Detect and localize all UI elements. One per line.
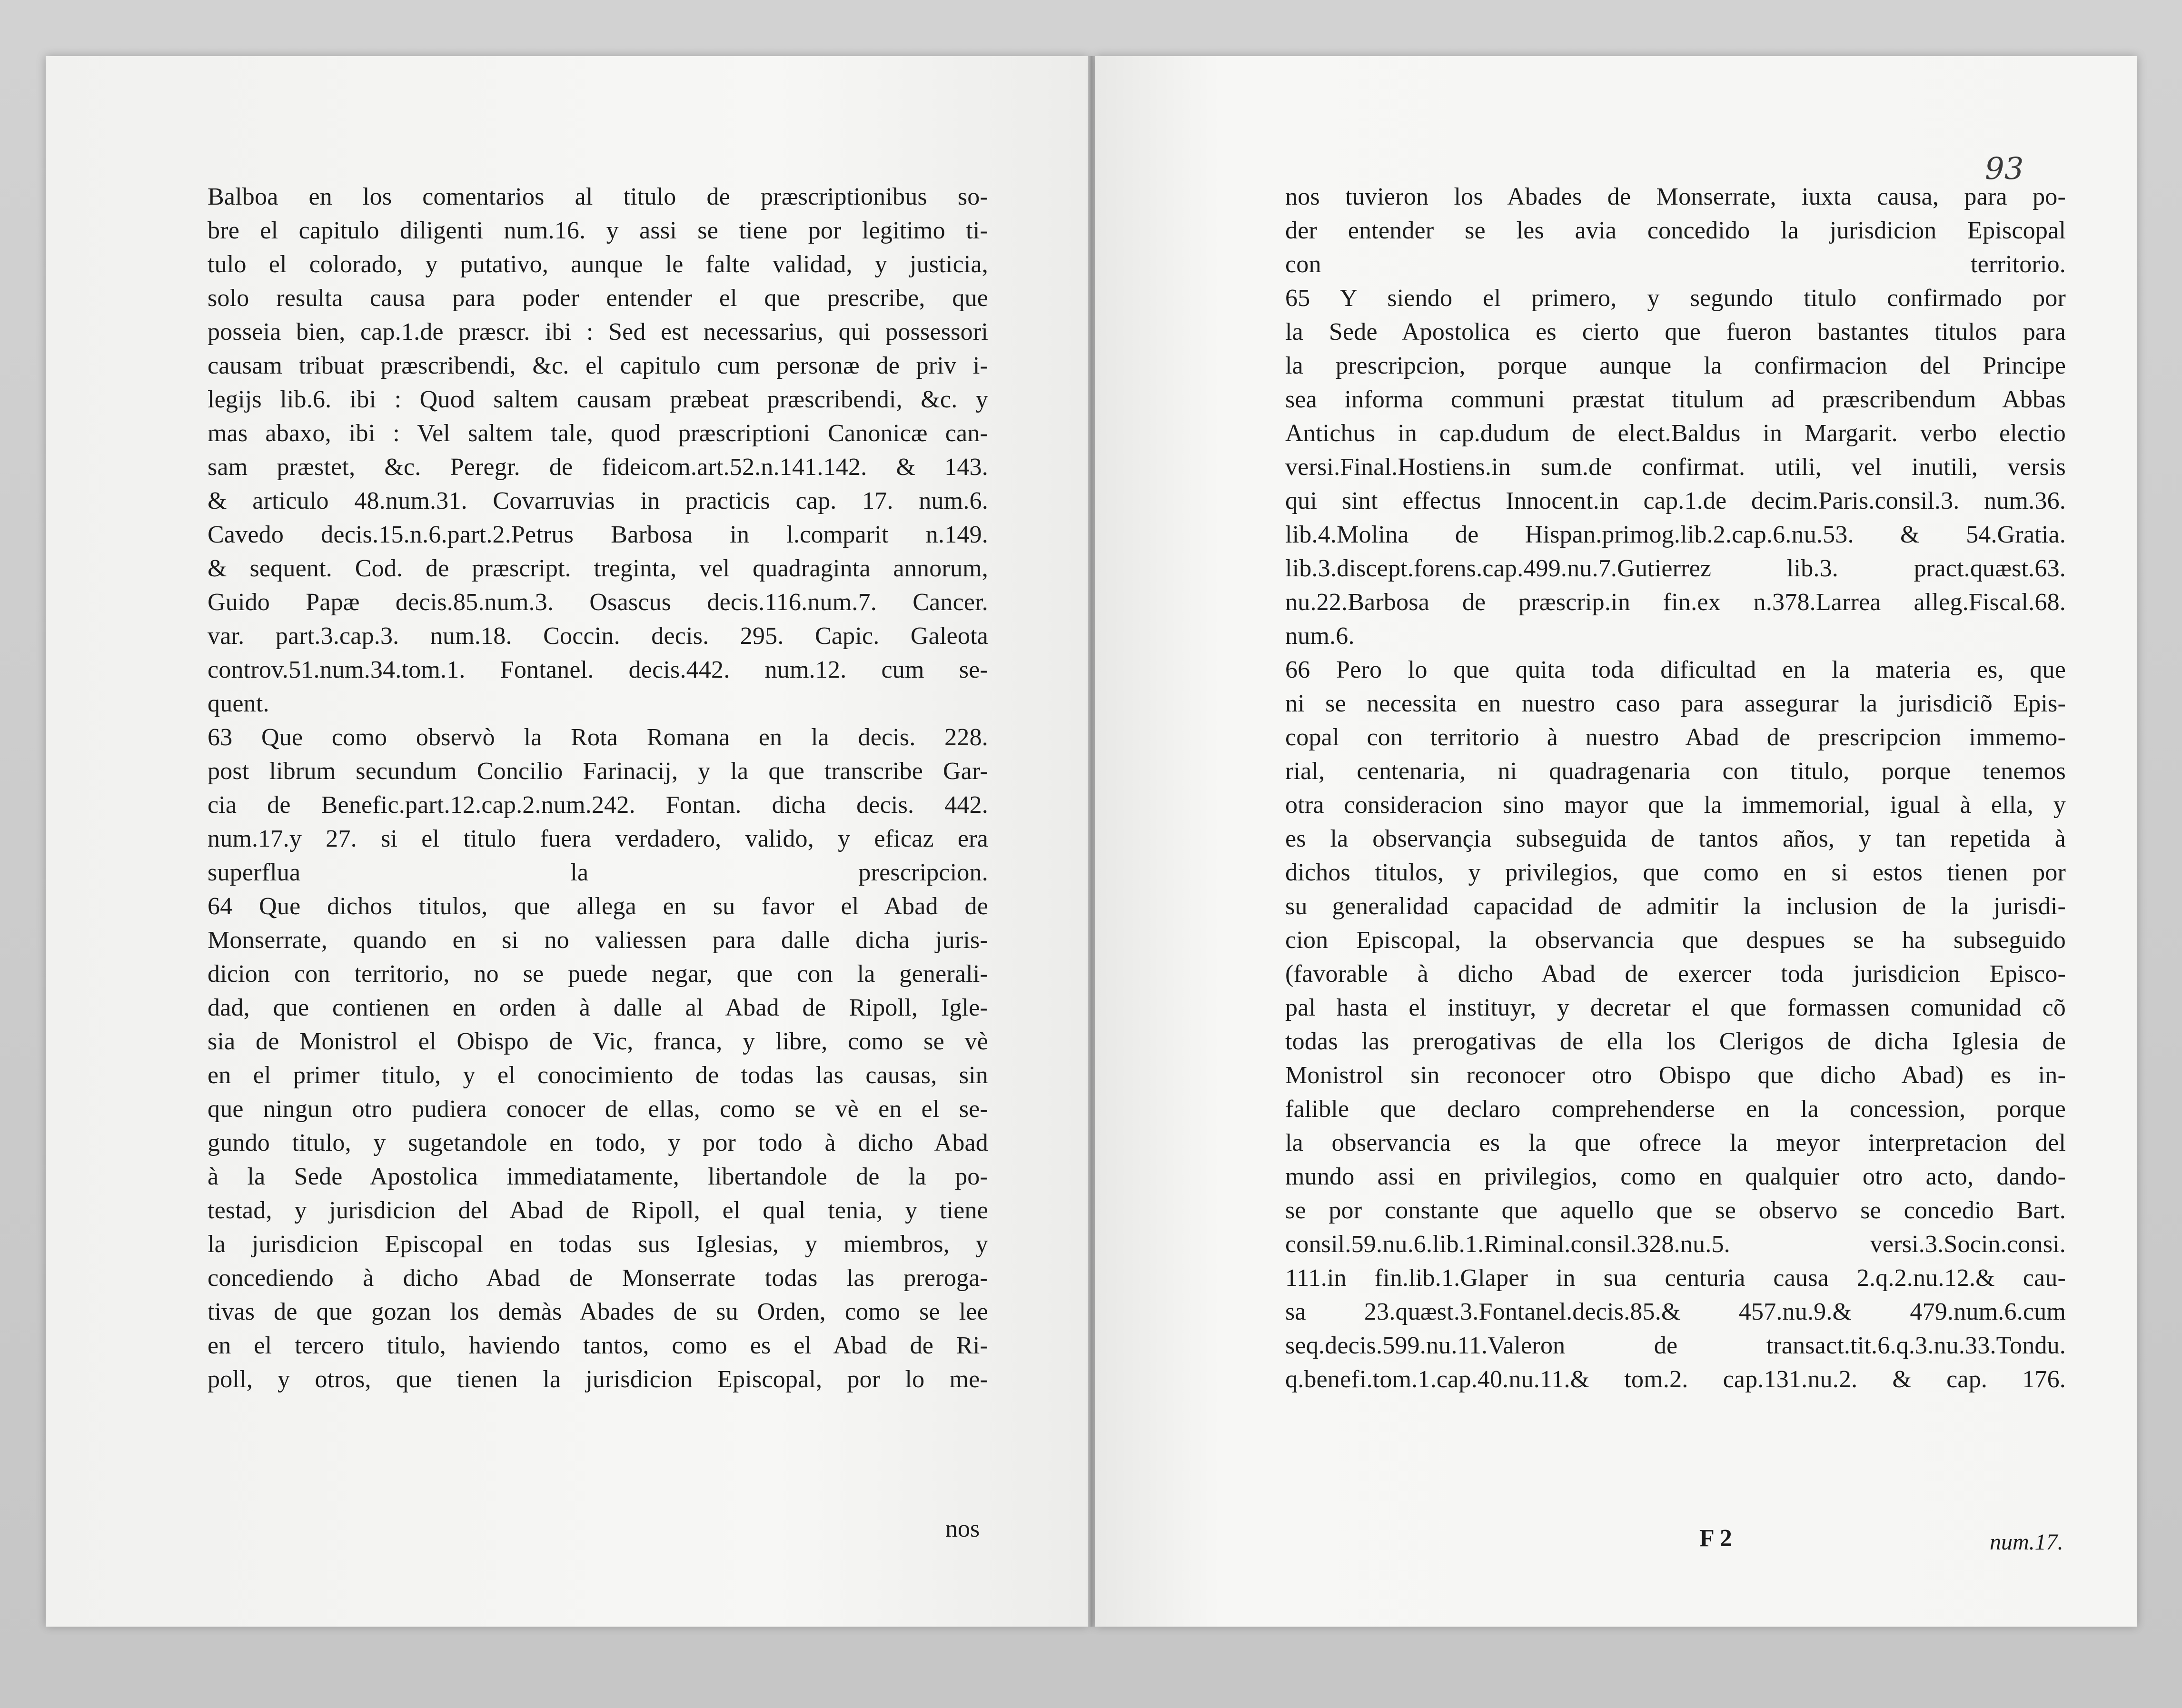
text-line: falible que declaro comprehenderse en la concession, porque bbox=[1285, 1096, 2066, 1123]
text-line: mas abaxo, ibi : Vel saltem tale, quod præscriptioni Canonicæ can- bbox=[208, 420, 988, 447]
left-page-text bbox=[208, 180, 988, 1396]
text-line: nos tuvieron los Abades de Monserrate, iuxta causa, para po- bbox=[1285, 183, 2066, 210]
text-line: pal hasta el instituyr, y decretar el que formassen comunidad cõ bbox=[1285, 994, 2066, 1021]
text-line: seq.decis.599.nu.11.Valeron de transact.tit.6.q.3.nu.33.Tondu. bbox=[1285, 1332, 2066, 1359]
text-line: qui sint effectus Innocent.in cap.1.de decim.Paris.consil.3. num.36. bbox=[1285, 487, 2066, 514]
text-line: se por constante que aquello que se observo se concedio Bart. bbox=[1285, 1197, 2066, 1224]
text-line: su generalidad capacidad de admitir la inclusion de la jurisdi- bbox=[1285, 893, 2066, 920]
book-gutter bbox=[1088, 56, 1095, 1627]
text-line: Monserrate, quando en si no valiessen para dalle dicha juris- bbox=[208, 927, 988, 954]
text-line: consil.59.nu.6.lib.1.Riminal.consil.328.nu.5. versi.3.Socin.consi. bbox=[1285, 1231, 2066, 1258]
signature-mark: F 2 bbox=[1699, 1525, 1732, 1552]
text-line: la jurisdicion Episcopal en todas sus Iglesias, y miembros, y bbox=[208, 1231, 988, 1258]
text-line: tivas de que gozan los demàs Abades de su Orden, como se lee bbox=[208, 1298, 988, 1325]
text-line: gundo titulo, y sugetandole en todo, y por todo à dicho Abad bbox=[208, 1129, 988, 1156]
text-line: solo resulta causa para poder entender el que prescribe, que bbox=[208, 285, 988, 312]
text-line: testad, y jurisdicion del Abad de Ripoll, el qual tenia, y tiene bbox=[208, 1197, 988, 1224]
text-line: num.17.y 27. si el titulo fuera verdadero, valido, y eficaz era bbox=[208, 825, 988, 852]
text-line: Balboa en los comentarios al titulo de præscriptionibus so- bbox=[208, 183, 988, 210]
text-line: Antichus in cap.dudum de elect.Baldus in Margarit. verbo electio bbox=[1285, 420, 2066, 447]
text-line: sea informa communi præstat titulum ad præscribendum Abbas bbox=[1285, 386, 2066, 413]
text-line: cia de Benefic.part.12.cap.2.num.242. Fontan. dicha decis. 442. bbox=[208, 791, 988, 819]
left-catchword: nos bbox=[945, 1515, 980, 1542]
text-line: num.6. bbox=[1285, 622, 1355, 650]
text-line: der entender se les avia concedido la jurisdicion Episcopal bbox=[1285, 217, 2066, 244]
text-line: 65 Y siendo el primero, y segundo titulo confirmado por bbox=[1285, 285, 2066, 312]
text-line: rial, centenaria, ni quadragenaria con titulo, porque tenemos bbox=[1285, 758, 2066, 785]
text-line: 63 Que como observò la Rota Romana en la decis. 228. bbox=[208, 724, 988, 751]
text-line: post librum secundum Concilio Farinacij, y la que transcribe Gar- bbox=[208, 758, 988, 785]
text-line: sa 23.quæst.3.Fontanel.decis.85.& 457.nu.9.& 479.num.6.cum bbox=[1285, 1298, 2066, 1325]
text-line: copal con territorio à nuestro Abad de prescripcion immemo- bbox=[1285, 724, 2066, 751]
text-line: & articulo 48.num.31. Covarruvias in practicis cap. 17. num.6. bbox=[208, 487, 988, 514]
text-line: que ningun otro pudiera conocer de ellas, como se vè en el se- bbox=[208, 1096, 988, 1123]
text-line: causam tribuat præscribendi, &c. el capitulo cum personæ de priv i- bbox=[208, 352, 988, 379]
text-line: 66 Pero lo que quita toda dificultad en la materia es, que bbox=[1285, 656, 2066, 683]
text-line: tulo el colorado, y putativo, aunque le falte validad, y justicia, bbox=[208, 251, 988, 278]
text-line: 111.in fin.lib.1.Glaper in sua centuria causa 2.q.2.nu.12.& cau- bbox=[1285, 1264, 2066, 1292]
text-line: dicion con territorio, no se puede negar, que con la generali- bbox=[208, 960, 988, 987]
text-line: legijs lib.6. ibi : Quod saltem causam præbeat præscribendi, &c. y bbox=[208, 386, 988, 413]
text-line: versi.Final.Hostiens.in sum.de confirmat. utili, vel inutili, versis bbox=[1285, 454, 2066, 481]
text-line: lib.4.Molina de Hispan.primog.lib.2.cap.6.nu.53. & 54.Gratia. bbox=[1285, 521, 2066, 548]
text-line: ni se necessita en nuestro caso para assegurar la jurisdiciõ Epis- bbox=[1285, 690, 2066, 717]
text-line: con territorio. bbox=[1285, 251, 2066, 278]
text-line: posseia bien, cap.1.de præscr. ibi : Sed est necessarius, qui possessori bbox=[208, 318, 988, 346]
right-page-text bbox=[1285, 180, 2066, 1396]
text-line: var. part.3.cap.3. num.18. Coccin. decis. 295. Capic. Galeota bbox=[208, 622, 988, 650]
text-line: la observancia es la que ofrece la meyor interpretacion del bbox=[1285, 1129, 2066, 1156]
text-line: concediendo à dicho Abad de Monserrate todas las preroga- bbox=[208, 1264, 988, 1292]
text-line: controv.51.num.34.tom.1. Fontanel. decis.442. num.12. cum se- bbox=[208, 656, 988, 683]
text-line: Monistrol sin reconocer otro Obispo que dicho Abad) es in- bbox=[1285, 1062, 2066, 1089]
right-catchword: num.17. bbox=[1990, 1530, 2063, 1555]
text-line: en el primer titulo, y el conocimiento de todas las causas, sin bbox=[208, 1062, 988, 1089]
text-line: sia de Monistrol el Obispo de Vic, franca, y libre, como se vè bbox=[208, 1028, 988, 1055]
text-line: cion Episcopal, la observancia que despues se ha subseguido bbox=[1285, 927, 2066, 954]
text-line: 64 Que dichos titulos, que allega en su favor el Abad de bbox=[208, 893, 988, 920]
text-line: es la observançia subseguida de tantos años, y tan repetida à bbox=[1285, 825, 2066, 852]
text-line: poll, y otros, que tienen la jurisdicion Episcopal, por lo me- bbox=[208, 1366, 988, 1393]
text-line: nu.22.Barbosa de præscrip.in fin.ex n.378.Larrea alleg.Fiscal.68. bbox=[1285, 589, 2066, 616]
text-line: todas las prerogativas de ella los Clerigos de dicha Iglesia de bbox=[1285, 1028, 2066, 1055]
right-page bbox=[1095, 56, 2137, 1627]
text-line: & sequent. Cod. de præscript. treginta, vel quadraginta annorum, bbox=[208, 555, 988, 582]
text-line: mundo assi en privilegios, como en qualquier otro acto, dando- bbox=[1285, 1163, 2066, 1190]
text-line: dad, que contienen en orden à dalle al Abad de Ripoll, Igle- bbox=[208, 994, 988, 1021]
text-line: q.benefi.tom.1.cap.40.nu.11.& tom.2. cap.131.nu.2. & cap. 176. bbox=[1285, 1366, 2066, 1393]
text-line: Cavedo decis.15.n.6.part.2.Petrus Barbosa in l.comparit n.149. bbox=[208, 521, 988, 548]
text-line: otra consideracion sino mayor que la immemorial, igual à ella, y bbox=[1285, 791, 2066, 819]
text-line: la Sede Apostolica es cierto que fueron bastantes titulos para bbox=[1285, 318, 2066, 346]
left-page bbox=[46, 56, 1088, 1627]
text-line: (favorable à dicho Abad de exercer toda jurisdicion Episco- bbox=[1285, 960, 2066, 987]
text-line: dichos titulos, y privilegios, que como en si estos tienen por bbox=[1285, 859, 2066, 886]
text-line: sam præstet, &c. Peregr. de fideicom.art.52.n.141.142. & 143. bbox=[208, 454, 988, 481]
folio-number: 93 bbox=[1985, 151, 2024, 187]
text-line: à la Sede Apostolica immediatamente, libertandole de la po- bbox=[208, 1163, 988, 1190]
text-line: quent. bbox=[208, 690, 269, 717]
text-line: la prescripcion, porque aunque la confirmacion del Principe bbox=[1285, 352, 2066, 379]
text-line: en el tercero titulo, haviendo tantos, como es el Abad de Ri- bbox=[208, 1332, 988, 1359]
text-line: superflua la prescripcion. bbox=[208, 859, 988, 886]
text-line: lib.3.discept.forens.cap.499.nu.7.Gutierrez lib.3. pract.quæst.63. bbox=[1285, 555, 2066, 582]
text-line: bre el capitulo diligenti num.16. y assi se tiene por legitimo ti- bbox=[208, 217, 988, 244]
text-line: Guido Papæ decis.85.num.3. Osascus decis.116.num.7. Cancer. bbox=[208, 589, 988, 616]
